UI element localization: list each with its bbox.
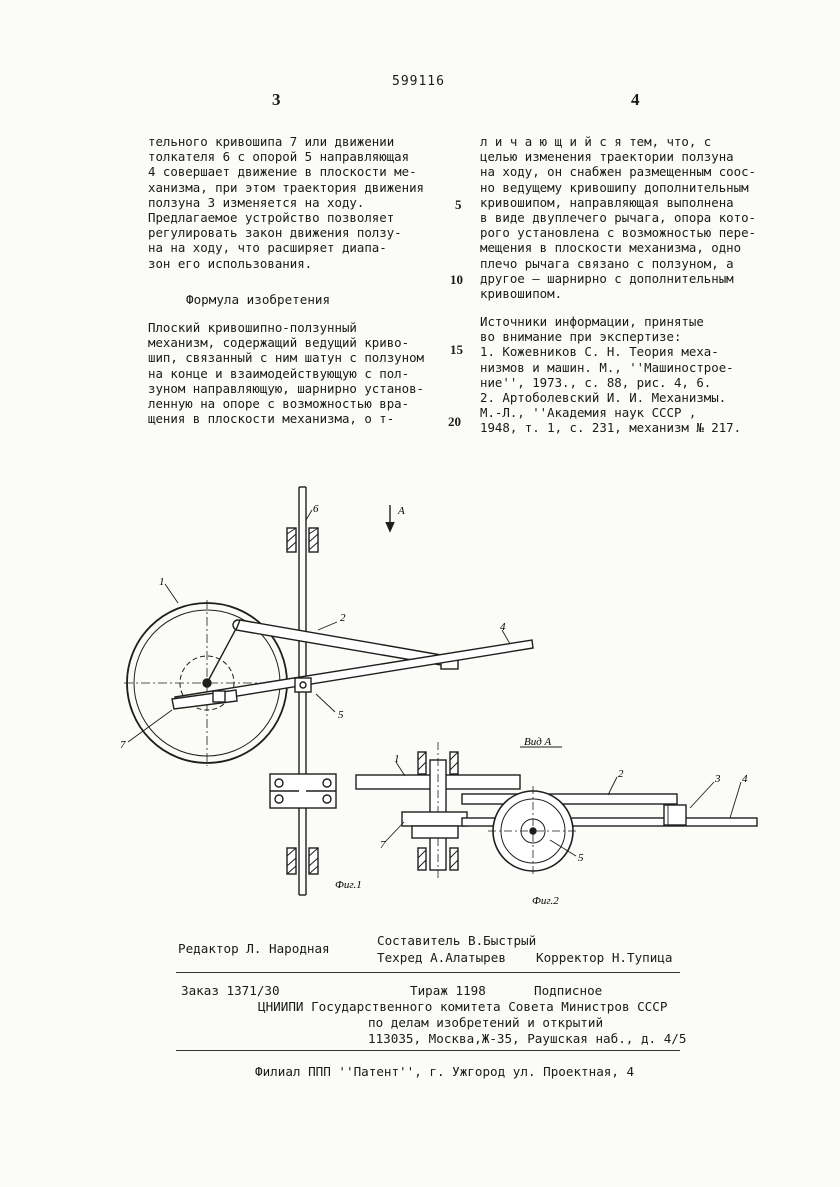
text-line: ленную на опоре с возможностью вра- xyxy=(148,396,410,412)
text-line: ханизма, при этом траектория движения xyxy=(148,179,425,195)
formula-heading: Формула изобретения xyxy=(186,292,331,307)
fig2-caption: Фиг.2 xyxy=(532,895,559,907)
fig2-label-3: 3 xyxy=(715,773,721,785)
fig2-label-2: 2 xyxy=(618,768,624,780)
text-line: Плоский кривошипно-ползунный xyxy=(148,320,357,335)
line-number: 15 xyxy=(450,342,463,357)
imprint-org2: по делам изобретений и открытий xyxy=(368,1015,604,1030)
fig1-label-2: 2 xyxy=(340,612,346,624)
text-line: шип, связанный с ним шатун с ползуном xyxy=(148,350,425,366)
fig1-drawing xyxy=(124,487,533,895)
imprint-compiler: Составитель В.Быстрый xyxy=(377,933,537,948)
text-line: механизм, содержащий ведущий криво- xyxy=(148,335,410,351)
line-number: 20 xyxy=(448,414,461,429)
line-number: 10 xyxy=(450,272,463,287)
fig2-label-5: 5 xyxy=(578,852,584,864)
text-line: Источники информации, принятые xyxy=(480,314,704,329)
view-a-label: Вид А xyxy=(524,736,552,748)
text-line: кривошипом, направляющая выполнена xyxy=(480,194,734,210)
text-line: зон его использования. xyxy=(148,255,313,271)
imprint-editor: Редактор Л. Народная xyxy=(178,941,330,956)
text-line: ползуна 3 изменяется на ходу. xyxy=(148,194,365,210)
text-line: Предлагаемое устройство позволяет xyxy=(148,210,395,226)
fig1-label-1: 1 xyxy=(159,576,165,588)
text-line: М.-Л., ''Академия наук СССР , xyxy=(480,405,697,421)
imprint-order: Заказ 1371/30 xyxy=(181,983,280,998)
text-line: на на ходу, что расширяет диапа- xyxy=(148,240,387,256)
imprint-rule xyxy=(176,1050,680,1051)
text-line: зуном направляющую, шарнирно установ- xyxy=(148,380,425,396)
left-page-number: 3 xyxy=(272,90,281,109)
text-line: мещения в плоскости механизма, одно xyxy=(480,240,742,256)
text-line: низмов и машин. М., ''Машинострое- xyxy=(480,359,734,375)
patent-number: 599116 xyxy=(392,74,445,89)
text-line: рого установлена с возможностью пере- xyxy=(480,225,757,241)
text-line: л и ч а ю щ и й с я тем, что, с xyxy=(480,134,712,149)
text-line: на ходу, он снабжен размещенным соос- xyxy=(480,164,757,180)
text-line: ние'', 1973., с. 88, рис. 4, 6. xyxy=(480,374,712,390)
text-line: 4 совершает движение в плоскости ме- xyxy=(148,164,417,180)
fig1-label-7: 7 xyxy=(120,739,126,751)
text-line: целью изменения траектории ползуна xyxy=(480,149,734,165)
fig2-label-1: 1 xyxy=(394,753,400,765)
fig2-label-4: 4 xyxy=(742,773,748,785)
text-line: во внимание при экспертизе: xyxy=(480,329,682,345)
text-line: 1948, т. 1, с. 231, механизм № 217. xyxy=(480,420,742,436)
imprint-branch: Филиал ППП ''Патент'', г. Ужгород ул. Проектная, 4 xyxy=(255,1064,635,1079)
imprint-rule xyxy=(176,972,680,973)
text-line: тельного кривошипа 7 или движении xyxy=(148,134,395,149)
imprint-circulation: Тираж 1198 xyxy=(410,983,486,998)
text-line: плечо рычага связано с ползуном, а xyxy=(480,255,734,271)
imprint-corrector: Корректор Н.Тупица xyxy=(536,950,673,965)
text-line: щения в плоскости механизма, о т- xyxy=(148,411,395,427)
fig1-caption: Фиг.1 xyxy=(335,879,362,891)
fig1-label-5: 5 xyxy=(338,709,344,721)
fig1-label-4: 4 xyxy=(500,621,506,633)
right-page-number: 4 xyxy=(631,90,640,109)
text-line: 1. Кожевников С. Н. Теория меха- xyxy=(480,344,719,360)
imprint-address: 113035, Москва,Ж-35, Раушская наб., д. 4/5 xyxy=(368,1031,687,1046)
fig2-drawing xyxy=(356,742,757,880)
fig2-label-7: 7 xyxy=(380,839,386,851)
text-line: на конце и взаимодействующую с пол- xyxy=(148,365,410,381)
imprint-techred: Техред А.Алатырев xyxy=(377,950,506,965)
imprint-org: ЦНИИПИ Государственного комитета Совета Министров СССР xyxy=(258,999,668,1014)
line-number: 5 xyxy=(455,197,462,212)
imprint-subscription: Подписное xyxy=(534,983,603,998)
text-line: другое — шарнирно с дополнительным xyxy=(480,270,734,286)
text-line: регулировать закон движения ползу- xyxy=(148,225,402,241)
text-line: кривошипом. xyxy=(480,286,563,302)
text-line: в виде двуплечего рычага, опора кото- xyxy=(480,210,757,226)
fig1-label-6: 6 xyxy=(313,503,319,515)
text-line: 2. Артоболевский И. И. Механизмы. xyxy=(480,390,727,406)
text-line: толкателя 6 с опорой 5 направляющая xyxy=(148,149,410,165)
text-line: но ведущему кривошипу дополнительным xyxy=(480,179,749,195)
view-arrow-label: A xyxy=(398,505,405,517)
